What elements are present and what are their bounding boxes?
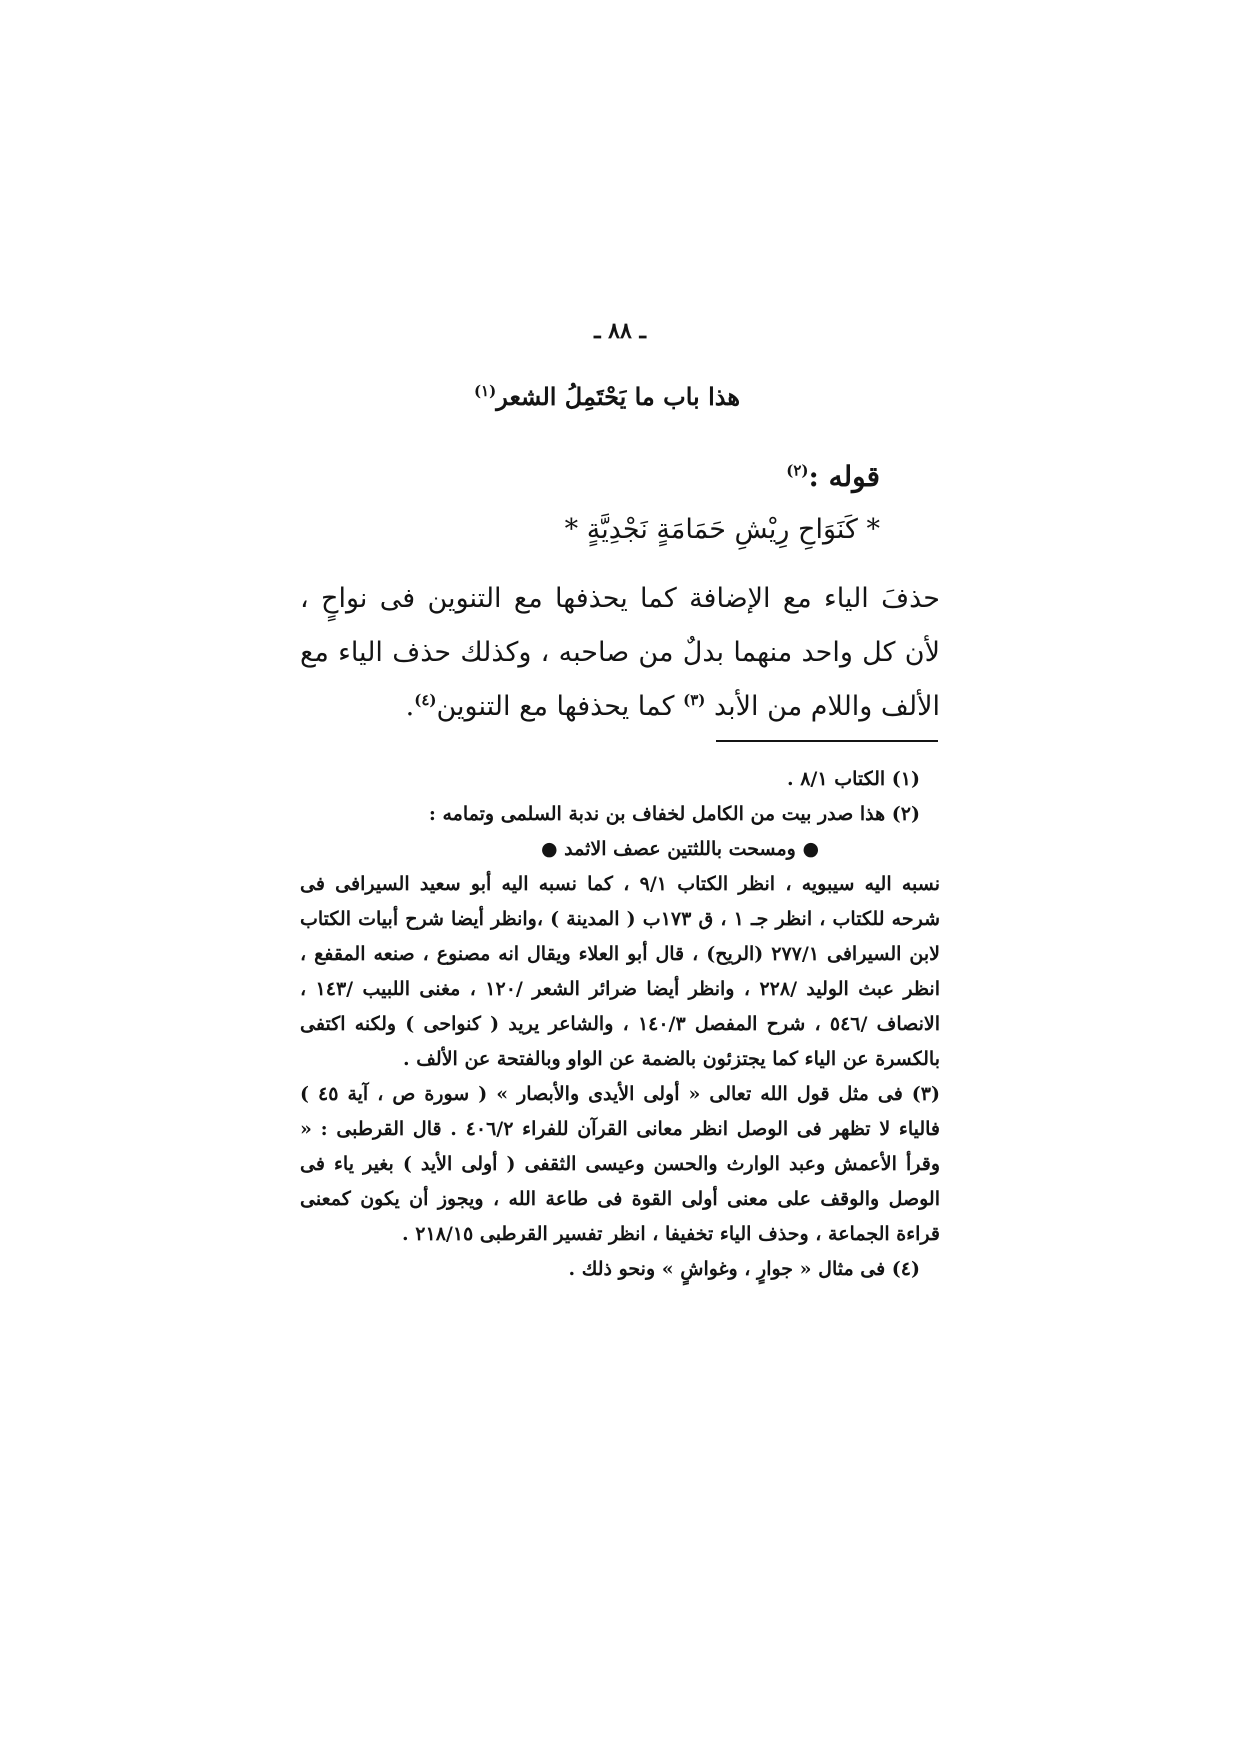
- verse-line: * كَنَوَاحِ رِيْشِ حَمَامَةٍ نَجْدِيَّةٍ *: [564, 514, 880, 545]
- footnote-2-verse: ● ومسحت باللثتين عصف الاثمد ●: [540, 838, 820, 860]
- qawluhu-heading: [300, 460, 880, 493]
- footnote-1: (١) الكتاب ٨/١ .: [786, 768, 920, 790]
- footnote-4: (٤) فى مثال « جوارٍ ، وغواشٍ » ونحو ذلك .: [568, 1258, 920, 1280]
- footnote-separator: [716, 740, 938, 742]
- main-paragraph-text-2: كما يحذفها مع التنوين: [436, 691, 675, 722]
- qawluhu-text: قوله :: [808, 460, 880, 493]
- footnotes: [300, 762, 940, 1287]
- footnote-ref-4: (٤): [414, 691, 437, 709]
- chapter-title-text: هذا باب ما يَحْتَمِلُ الشعر: [496, 382, 740, 411]
- footnote-2-body: نسبه اليه سيبويه ، انظر الكتاب ٩/١ ، كما نسبه اليه أبو سعيد السيرافى فى شرحه للكتاب ، انظر جـ ١ ، ق ١٧٣ب ( المدينة ) ،وانظر أيضا شرح أبيات الكتاب لابن السيرافى ٢٧٧/١ (الريح) ، قال أبو العلاء ويقال انه مصنوع ، صنعه المقفع ، انظر عبث الوليد /٢٢٨ ، وانظر أيضا ضرائر الشعر /١٢٠ ، مغنى اللبيب /١٤٣ ، الانصاف /٥٤٦ ، شرح المفصل ١٤٠/٣ ، والشاعر يريد ( كنواحى ) ولكنه اكتفى بالكسرة عن الياء كما يجتزئون بالضمة عن الواو وبالفتحة عن الألف .: [300, 873, 941, 1070]
- qawluhu-footnote-ref: (٢): [786, 461, 809, 480]
- main-paragraph-text: حذفَ الياء مع الإضافة كما يحذفها مع التنوين فى نواحٍ ، لأن كل واحد منهما بدلٌ من صاحبه ، وكذلك حذف الياء مع الألف واللام من الأبد: [300, 583, 940, 722]
- footnote-3: (٣) فى مثل قول الله تعالى « أولى الأيدى والأبصار » ( سورة ص ، آية ٤٥ ) فالياء لا تظهر فى الوصل انظر معانى القرآن للفراء ٤٠٦/٢ . قال القرطبى : « وقرأ الأعمش وعبد الوارث والحسن وعيسى الثقفى ( أولى الأيد ) بغير ياء فى الوصل والوقف على معنى أولى القوة فى طاعة الله ، ويجوز أن يكون كمعنى قراءة الجماعة ، وحذف الياء تخفيفا ، انظر تفسير القرطبى ٢١٨/١٥ .: [300, 1083, 941, 1245]
- main-paragraph: [300, 572, 940, 734]
- chapter-title: [300, 382, 740, 411]
- footnote-ref-3: (٣): [683, 691, 706, 709]
- main-paragraph-end: .: [405, 691, 415, 722]
- footnote-2-intro: (٢) هذا صدر بيت من الكامل لخفاف بن ندبة السلمى وتمامه :: [428, 803, 920, 825]
- chapter-title-footnote-ref: (١): [473, 382, 497, 400]
- page-number: ـ ٨٨ ـ: [594, 318, 646, 344]
